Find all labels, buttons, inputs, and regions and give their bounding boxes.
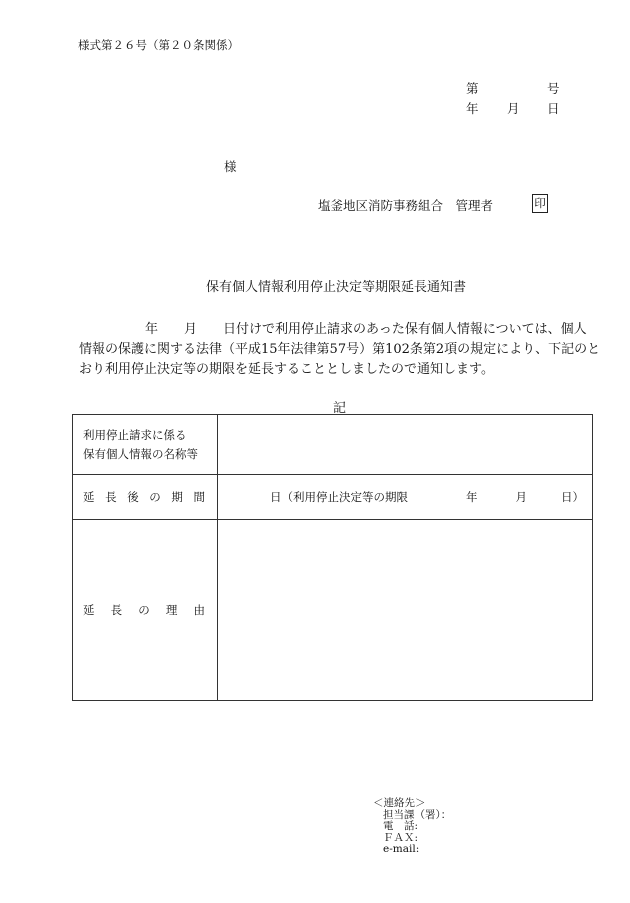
period-year: 年 (466, 490, 478, 504)
contact-dept: 担当課（署）： (383, 808, 452, 821)
form-number: 様式第２６号（第２０条関係） (78, 38, 239, 52)
table-row (73, 520, 593, 701)
body-line-3: おり利用停止決定等の期限を延長することとしましたので通知します。 (79, 362, 494, 377)
seal-box: 印 (532, 194, 548, 213)
number-suffix: 号 (547, 81, 560, 96)
body-line-1 (79, 318, 587, 337)
extension-table (72, 414, 593, 701)
sender-name: 塩釜地区消防事務組合 管理者 (318, 198, 494, 213)
body-line-2: 情報の保護に関する法律（平成15年法律第57号）第102条第2項の規定により、下記のと (79, 342, 601, 357)
extended-period-label: 延 長 後 の 期 間 (73, 475, 218, 520)
period-day-text: 日（利用停止決定等の期限 (270, 490, 408, 504)
addressee-suffix: 様 (224, 159, 237, 174)
contact-block (373, 798, 451, 856)
document-title: 保有個人情報利用停止決定等期限延長通知書 (206, 280, 467, 295)
date-year: 年 (466, 101, 479, 116)
body-year: 年 (145, 322, 159, 337)
body-month: 月 (184, 322, 198, 337)
info-name-label: 利用停止請求に係る 保有個人情報の名称等 (73, 415, 218, 475)
info-name-field[interactable] (218, 415, 593, 475)
table-row (73, 475, 593, 520)
period-day-end: 日） (561, 490, 584, 504)
date-day: 日 (547, 101, 560, 116)
body-line-1-text: 日付けで利用停止請求のあった保有個人情報については、個人 (223, 322, 587, 337)
number-prefix: 第 (466, 81, 479, 96)
contact-tel: 電 話: (383, 820, 419, 832)
extension-reason-label: 延 長 の 理 由 (73, 520, 218, 701)
contact-email: e-mail: (383, 843, 420, 855)
extension-reason-field[interactable] (218, 520, 593, 701)
ki-heading: 記 (333, 401, 347, 416)
date-month: 月 (507, 101, 520, 116)
extended-period-field[interactable] (218, 475, 593, 520)
contact-heading: ＜連絡先＞ (373, 797, 426, 809)
period-month: 月 (515, 490, 527, 504)
table-row (73, 415, 593, 475)
contact-fax: ＦＡＸ: (383, 831, 419, 844)
